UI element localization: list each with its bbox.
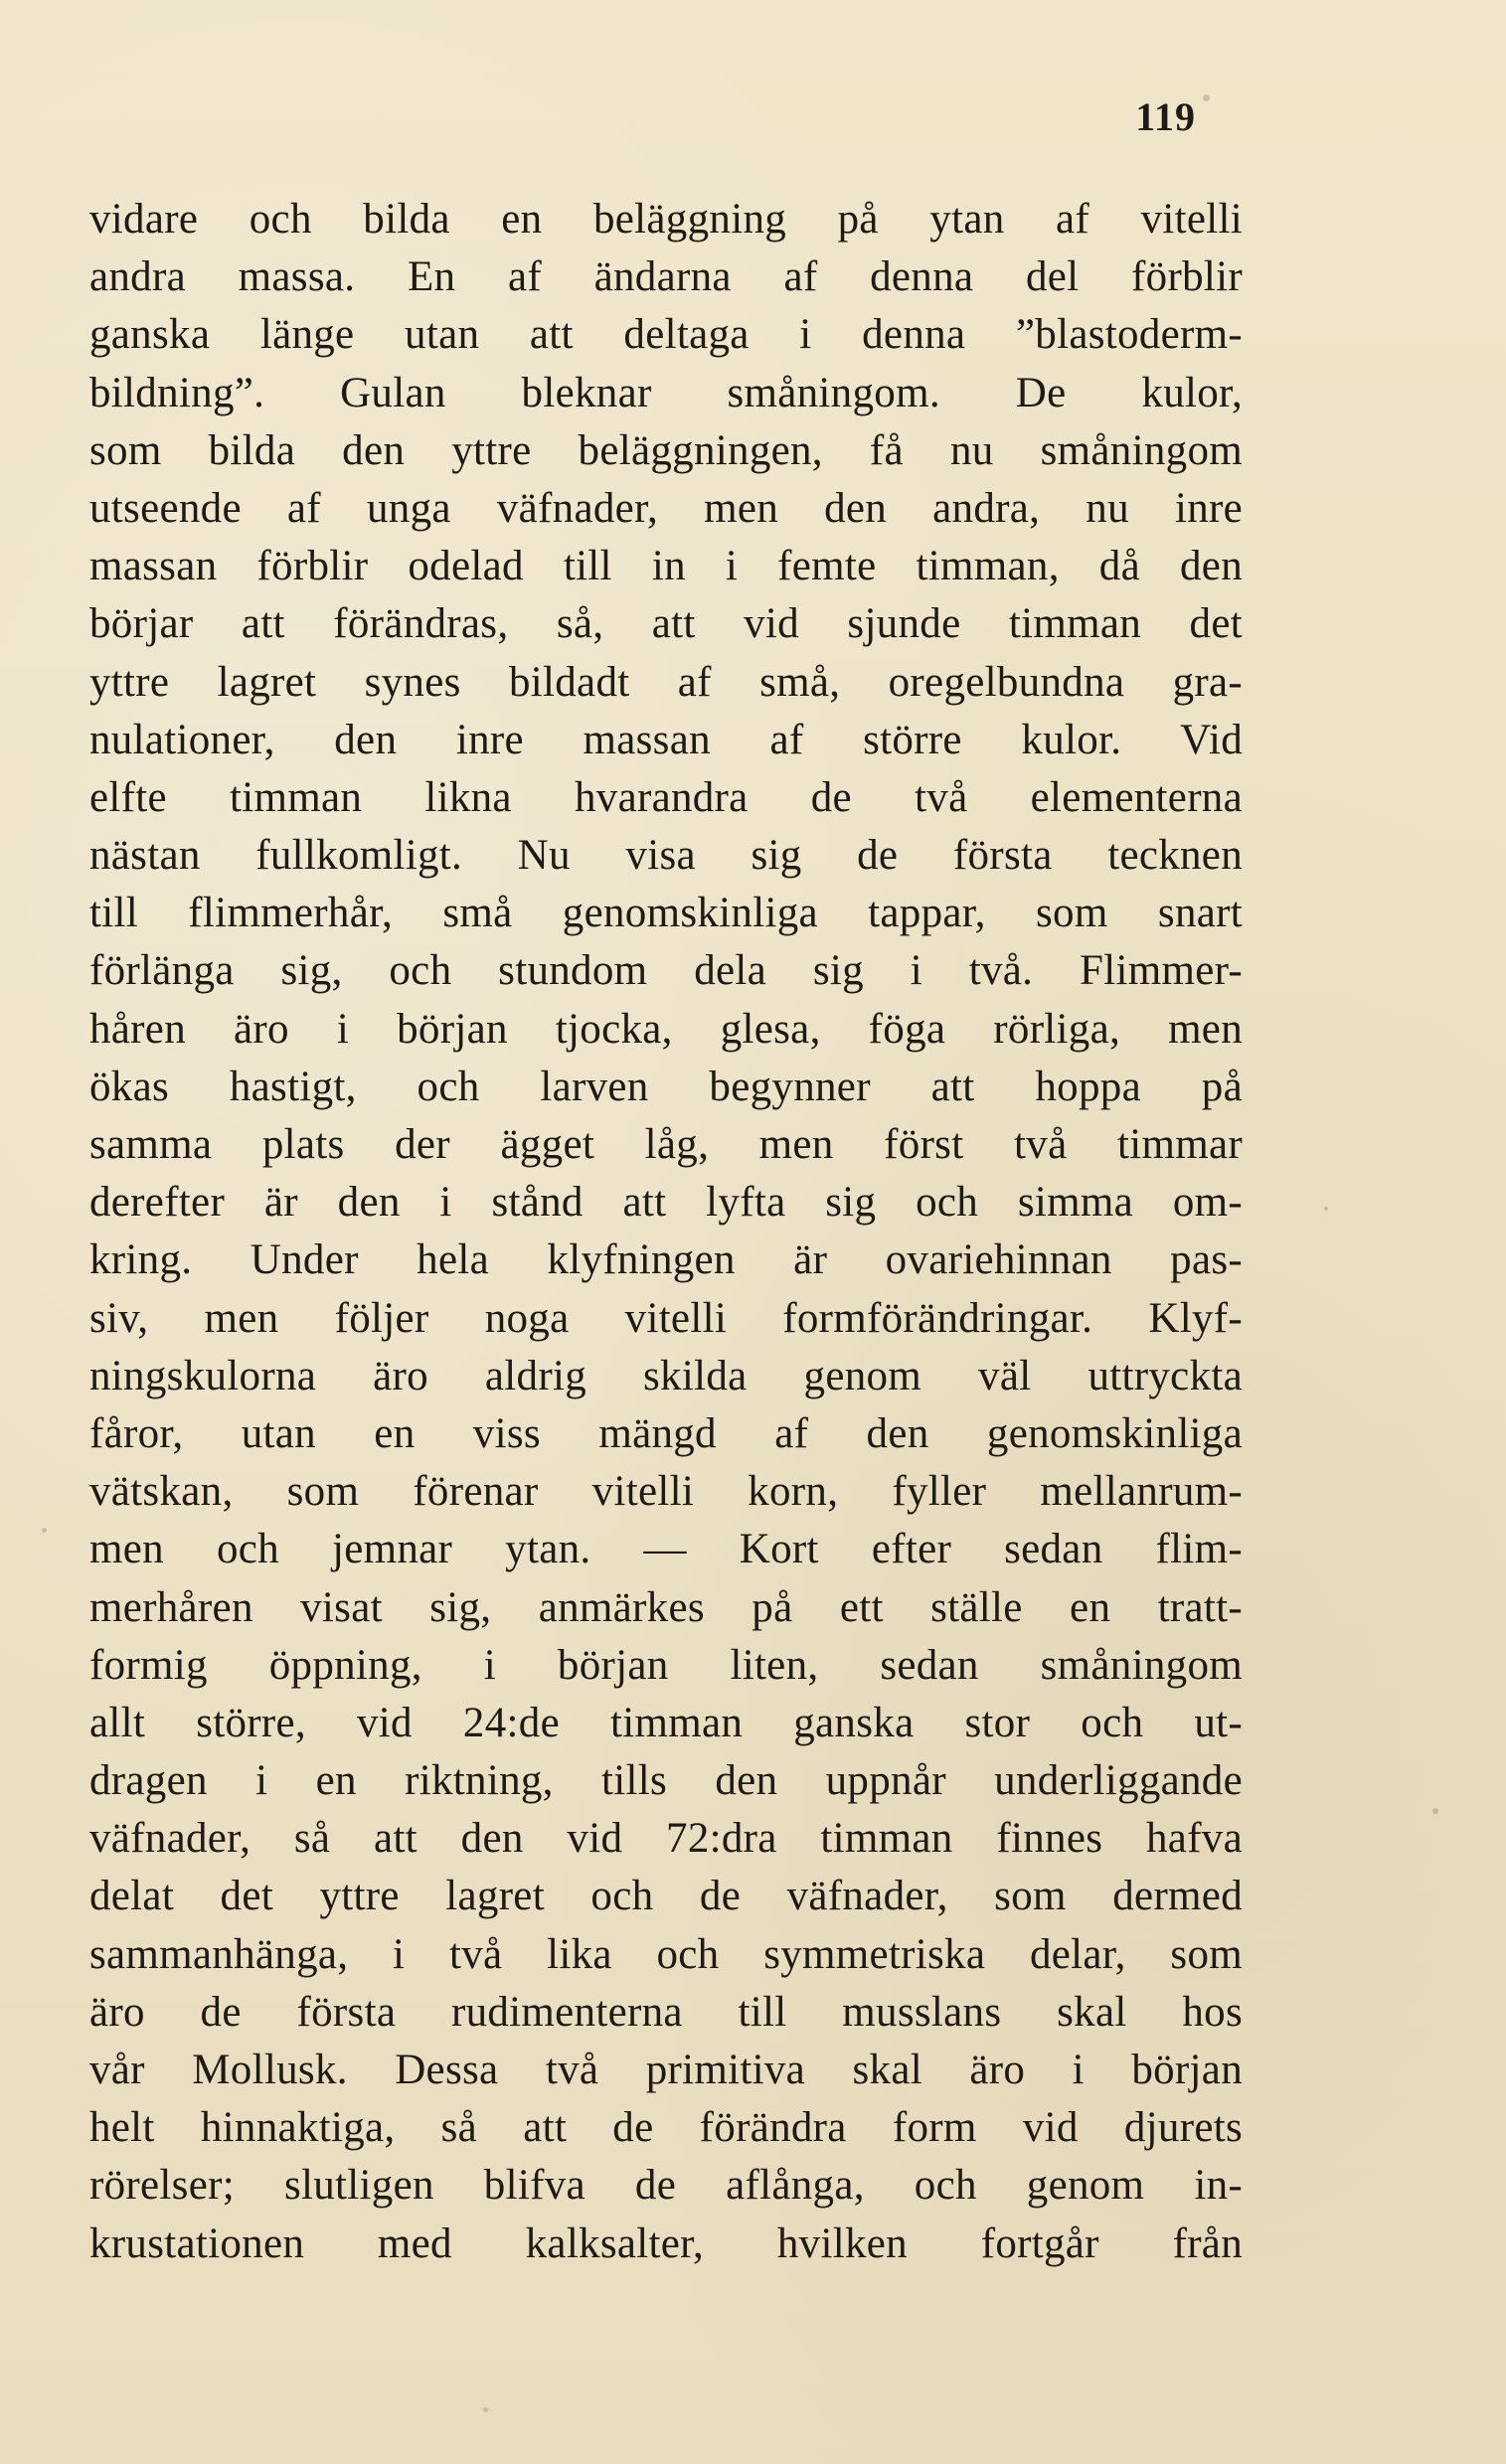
text-line: vidare och bilda en beläggning på ytan af vitelli: [89, 196, 1243, 243]
text-line: som bilda den yttre beläggningen, få nu småningom: [89, 426, 1243, 474]
text-line: bildning”. Gulan bleknar småningom. De kulor,: [89, 369, 1243, 416]
text-line: siv, men följer noga vitelli formförändringar. Klyf-: [89, 1294, 1243, 1342]
text-line: derefter är den i stånd att lyfta sig och simma om-: [89, 1179, 1243, 1227]
text-line: nästan fullkomligt. Nu visa sig de första tecknen: [89, 832, 1243, 880]
text-line: massan förblir odelad till in i femte timman, då den: [89, 543, 1243, 590]
text-line: utseende af unga väfnader, men den andra, nu inre: [89, 484, 1243, 532]
text-line: sammanhänga, i två lika och symmetriska delar, som: [89, 1930, 1243, 1978]
text-line: rörelser; slutligen blifva de aflånga, och genom in-: [89, 2162, 1243, 2210]
paper-speck: [42, 1528, 47, 1533]
body-text: [89, 191, 1243, 2267]
text-line: äro de första rudimenterna till musslans skal hos: [89, 1988, 1243, 2036]
paper-speck: [1432, 1808, 1438, 1814]
paper-speck: [1203, 94, 1210, 101]
text-line: delat det yttre lagret och de väfnader, som dermed: [89, 1873, 1243, 1920]
text-line: kring. Under hela klyfningen är ovariehinnan pas-: [89, 1236, 1243, 1284]
text-line: väfnader, så att den vid 72:dra timman finnes hafva: [89, 1815, 1243, 1863]
text-line: vätskan, som förenar vitelli korn, fyller mellanrum-: [89, 1468, 1243, 1516]
text-line: fåror, utan en viss mängd af den genomskinliga: [89, 1409, 1243, 1457]
text-line: allt större, vid 24:de timman ganska stor och ut-: [89, 1699, 1243, 1746]
text-line: men och jemnar ytan. — Kort efter sedan flim-: [89, 1526, 1243, 1573]
text-line: dragen i en riktning, tills den uppnår underliggande: [89, 1757, 1243, 1805]
paper-speck: [483, 2407, 488, 2412]
text-line: formig öppning, i början liten, sedan småningom: [89, 1641, 1243, 1689]
text-line: yttre lagret synes bildadt af små, oregelbundna gra-: [89, 658, 1243, 706]
text-line: håren äro i början tjocka, glesa, föga rörliga, men: [89, 1005, 1243, 1053]
text-line: förlänga sig, och stundom dela sig i två. Flimmer-: [89, 947, 1243, 995]
text-line: andra massa. En af ändarna af denna del förblir: [89, 253, 1243, 301]
text-line: ningskulorna äro aldrig skilda genom väl uttryckta: [89, 1352, 1243, 1399]
text-line: samma plats der ägget låg, men först två timmar: [89, 1121, 1243, 1168]
text-line: ökas hastigt, och larven begynner att hoppa på: [89, 1063, 1243, 1110]
text-line: vår Mollusk. Dessa två primitiva skal äro i början: [89, 2047, 1243, 2093]
text-line: krustationen med kalksalter, hvilken fortgår från: [89, 2219, 1243, 2267]
text-line: merhåren visat sig, anmärkes på ett ställe en tratt-: [89, 1583, 1243, 1631]
text-line: börjar att förändras, så, att vid sjunde timman det: [89, 600, 1243, 648]
text-line: helt hinnaktiga, så att de förändra form vid djurets: [89, 2104, 1243, 2152]
page-number: 119: [1135, 94, 1196, 139]
text-line: nulationer, den inre massan af större kulor. Vid: [89, 716, 1243, 763]
text-line: ganska länge utan att deltaga i denna ”blastoderm-: [89, 311, 1243, 359]
text-line: till flimmerhår, små genomskinliga tappar, som snart: [89, 890, 1243, 937]
text-line: elfte timman likna hvarandra de två elementerna: [89, 773, 1243, 821]
paper-speck: [1324, 1207, 1328, 1211]
